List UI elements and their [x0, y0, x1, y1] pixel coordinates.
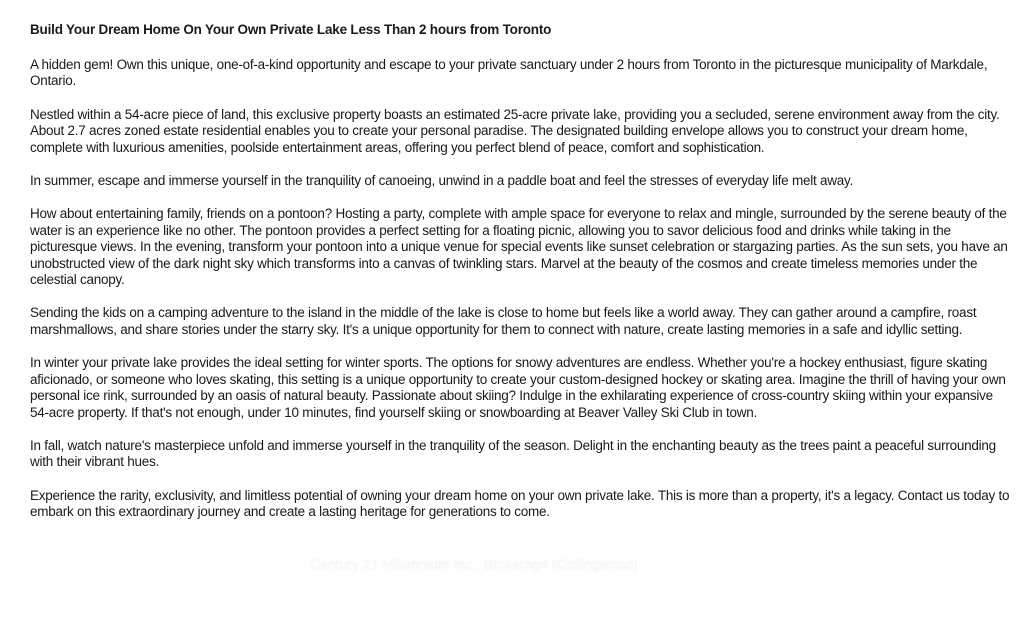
- paragraph-fall: In fall, watch nature's masterpiece unfold and immerse yourself in the tranquility of the season. Delight in the enchanting beauty as the trees paint a peaceful surrounding with their vibrant hues.: [30, 437, 996, 470]
- paragraph-camping: Sending the kids on a camping adventure to the island in the middle of the lake is close to home but feels like a world away. They can gather around a campfire, roast marshmallows, and share stories under the starry sky. It's a unique opportunity for them to connect with nature, create lasting memories in a safe and idyllic setting.: [30, 305, 977, 337]
- brokerage-watermark: Century 21 Millennium Inc., Brokerage (Collingwood): [310, 556, 638, 572]
- paragraph-winter: In winter your private lake provides the ideal setting for winter sports. The options for snowy adventures are endless. Whether you're a hockey enthusiast, figure skating aficionado, or someone who loves skating, this setting is a unique opportunity to create your custom-designed hockey or skating area. Imagine the thrill of having your own personal ice rink, surrounded by an oasis of natural beauty. Passionate about skiing? Indulge in the exhilarating experience of cross-country skiing within your expansive 54-acre property. If that's not enough, under 10 minutes, find yourself skiing or snowboarding at Beaver Valley Ski Club in town.: [30, 355, 1006, 420]
- paragraph-intro: A hidden gem! Own this unique, one-of-a-kind opportunity and escape to your private sanctuary under 2 hours from Toronto in the picturesque municipality of Markdale, Ontario.: [30, 57, 988, 89]
- document-body: [30, 20, 1015, 538]
- paragraph-property: Nestled within a 54-acre piece of land, this exclusive property boasts an estimated 25-acre private lake, providing you a secluded, serene environment away from the city. About 2.7 acres zoned estate residential enables you to create your personal paradise. The designated building envelope allows you to construct your dream home, complete with luxurious amenities, poolside entertainment areas, offering you perfect blend of peace, comfort and sophistication.: [30, 106, 1000, 155]
- paragraph-summer: In summer, escape and immerse yourself in the tranquility of canoeing, unwind in a paddle boat and feel the stresses of everyday life melt away.: [30, 173, 853, 189]
- document-title: Build Your Dream Home On Your Own Private Lake Less Than 2 hours from Toronto: [30, 22, 552, 37]
- paragraph-pontoon: How about entertaining family, friends on a pontoon? Hosting a party, complete with ample space for everyone to relax and mingle, surrounded by the serene beauty of the water is an experience like no other. The pontoon provides a perfect setting for a floating picnic, allowing you to savor delicious food and drinks while taking in the picturesque views. In the evening, transform your pontoon into a unique venue for special events like sunset celebration or stargazing parties. As the sun sets, you have an unobstructed view of the dark night sky which transforms into a canvas of twinkling stars. Marvel at the beauty of the cosmos and create timeless memories under the celestial canopy.: [30, 206, 1008, 288]
- paragraph-closing: Experience the rarity, exclusivity, and limitless potential of owning your dream home on your own private lake. This is more than a property, it's a legacy. Contact us today to embark on this extraordinary journey and create a lasting heritage for generations to come.: [30, 487, 1010, 520]
